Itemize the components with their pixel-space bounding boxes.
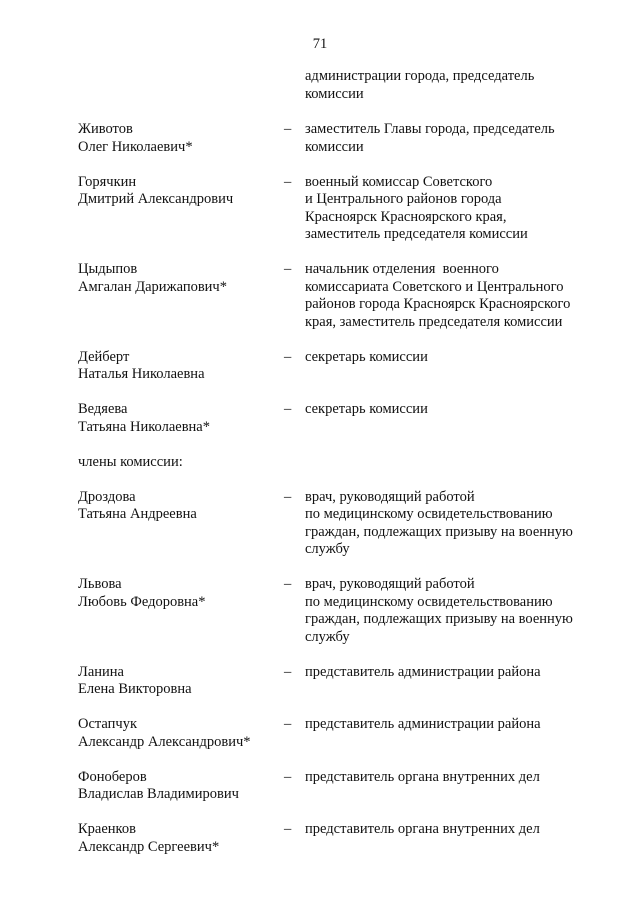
- dash-separator: –: [284, 576, 292, 592]
- dash-separator: –: [284, 401, 292, 417]
- section-label: члены комиссии:: [78, 453, 183, 470]
- intro-line: администрации города, председатель: [305, 68, 535, 84]
- leader-name-line: Олег Николаевич*: [78, 138, 193, 155]
- member-role-line: по медицинскому освидетельствованию: [305, 506, 553, 522]
- leader-name-line: Ведяева: [78, 401, 128, 417]
- dash-separator: –: [284, 821, 292, 837]
- dash-separator: –: [284, 663, 292, 680]
- member-name-line: Дроздова: [78, 488, 136, 505]
- dash-separator: –: [284, 716, 292, 732]
- leader-role-line: заместитель председателя комиссии: [305, 226, 528, 242]
- leader-role-line: секретарь комиссии: [305, 401, 428, 417]
- member-name-line: Фоноберов: [78, 768, 147, 785]
- dash-separator: –: [284, 121, 292, 137]
- member-role-line: службу: [305, 541, 350, 557]
- leader-role-line: начальник отделения военного: [305, 261, 499, 277]
- member-role-line: службу: [305, 628, 350, 645]
- member-name-line: Александр Сергеевич*: [78, 838, 220, 855]
- member-role-line: представитель органа внутренних дел: [305, 768, 540, 785]
- member-name-line: Ланина: [78, 663, 124, 680]
- member-role-line: по медицинскому освидетельствованию: [305, 593, 553, 610]
- member-role-line: граждан, подлежащих призыву на военную: [305, 611, 573, 627]
- member-role-line: граждан, подлежащих призыву на военную: [305, 523, 573, 540]
- dash-separator: –: [284, 348, 292, 365]
- member-name-line: Львова: [78, 576, 122, 592]
- member-name-line: Татьяна Андреевна: [78, 506, 197, 522]
- member-role-line: представитель администрации района: [305, 716, 541, 732]
- leader-role-line: заместитель Главы города, председатель: [305, 121, 555, 137]
- member-name-line: Краенков: [78, 821, 136, 837]
- leader-name-line: Амгалан Дарижапович*: [78, 278, 227, 295]
- member-name-line: Любовь Федоровна*: [78, 593, 206, 610]
- member-name-line: Остапчук: [78, 716, 138, 732]
- leader-role-line: военный комиссар Советского: [305, 173, 493, 190]
- member-role-line: представитель органа внутренних дел: [305, 821, 540, 837]
- page-number: 71: [312, 36, 328, 52]
- intro-line: комиссии: [305, 85, 364, 102]
- leader-role-line: комиссариата Советского и Центрального: [305, 278, 564, 295]
- leader-role-line: районов города Красноярск Красноярского: [305, 296, 571, 312]
- member-role-line: врач, руководящий работой: [305, 576, 475, 592]
- leader-role-line: края, заместитель председателя комиссии: [305, 313, 563, 330]
- dash-separator: –: [284, 261, 292, 277]
- member-name-line: Владислав Владимирович: [78, 786, 239, 802]
- member-name-line: Елена Викторовна: [78, 681, 192, 697]
- leader-name-line: Горячкин: [78, 173, 137, 190]
- dash-separator: –: [284, 173, 292, 190]
- member-role-line: представитель администрации района: [305, 663, 541, 680]
- dash-separator: –: [284, 768, 292, 785]
- leader-role-line: комиссии: [305, 138, 364, 155]
- leader-name-line: Дмитрий Александрович: [78, 191, 234, 207]
- leader-name-line: Наталья Николаевна: [78, 366, 205, 382]
- leader-name-line: Цыдыпов: [78, 261, 138, 277]
- leader-name-line: Дейберт: [78, 348, 130, 365]
- leader-role-line: и Центрального районов города: [305, 191, 502, 207]
- leader-role-line: Красноярск Красноярского края,: [305, 208, 507, 225]
- dash-separator: –: [284, 488, 292, 505]
- member-role-line: врач, руководящий работой: [305, 488, 475, 505]
- leader-name-line: Животов: [78, 121, 133, 137]
- member-name-line: Александр Александрович*: [78, 733, 251, 750]
- leader-name-line: Татьяна Николаевна*: [78, 418, 210, 435]
- leader-role-line: секретарь комиссии: [305, 348, 428, 365]
